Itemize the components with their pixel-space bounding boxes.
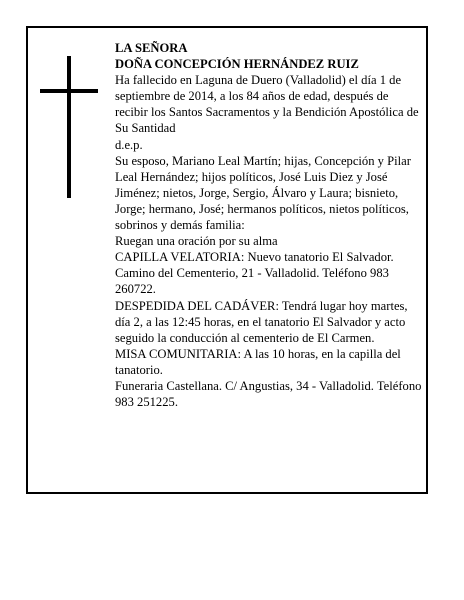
community-mass: MISA COMUNITARIA: A las 10 horas, en la capilla del tanatorio. bbox=[115, 346, 401, 377]
obituary-text bbox=[115, 40, 423, 410]
cross-horizontal-bar bbox=[40, 89, 98, 93]
death-announcement: Ha fallecido en Laguna de Duero (Valladolid) el día 1 de septiembre de 2014, a los 84 años de edad, después de recibir los Santos Sacramentos y la Bendición Apostólica de Su Santidad bbox=[115, 73, 419, 136]
obituary-frame bbox=[26, 26, 428, 494]
funeral-home: Funeraria Castellana. C/ Angustias, 34 - Valladolid. Teléfono 983 251225. bbox=[115, 378, 422, 410]
funeral-chapel: CAPILLA VELATORIA: Nuevo tanatorio El Salvador. Camino del Cementerio, 21 - Valladolid. Teléfono 983 260722. bbox=[115, 250, 394, 297]
cross-vertical-bar bbox=[67, 56, 71, 198]
title-line-1: LA SEÑORA bbox=[115, 41, 188, 55]
latin-cross-icon bbox=[40, 56, 98, 198]
deceased-name: DOÑA CONCEPCIÓN HERNÁNDEZ RUIZ bbox=[115, 57, 359, 72]
family-list: Su esposo, Mariano Leal Martín; hijas, Concepción y Pilar Leal Hernández; hijos políticos, José Luis Diez y José Jiménez; nietos, Jorge, Sergio, Álvaro y Laura; bisnieto, Jorge; hermano, José; hermanos políticos, nietos políticos, sobrinos y demás familia: bbox=[115, 153, 411, 233]
prayer-request: Ruegan una oración por su alma bbox=[115, 234, 278, 249]
rest-in-peace: d.e.p. bbox=[115, 137, 143, 152]
farewell-service: DESPEDIDA DEL CADÁVER: Tendrá lugar hoy martes, día 2, a las 12:45 horas, en el tanatorio El Salvador y acto seguido la conducción al cementerio de El Carmen. bbox=[115, 298, 408, 345]
